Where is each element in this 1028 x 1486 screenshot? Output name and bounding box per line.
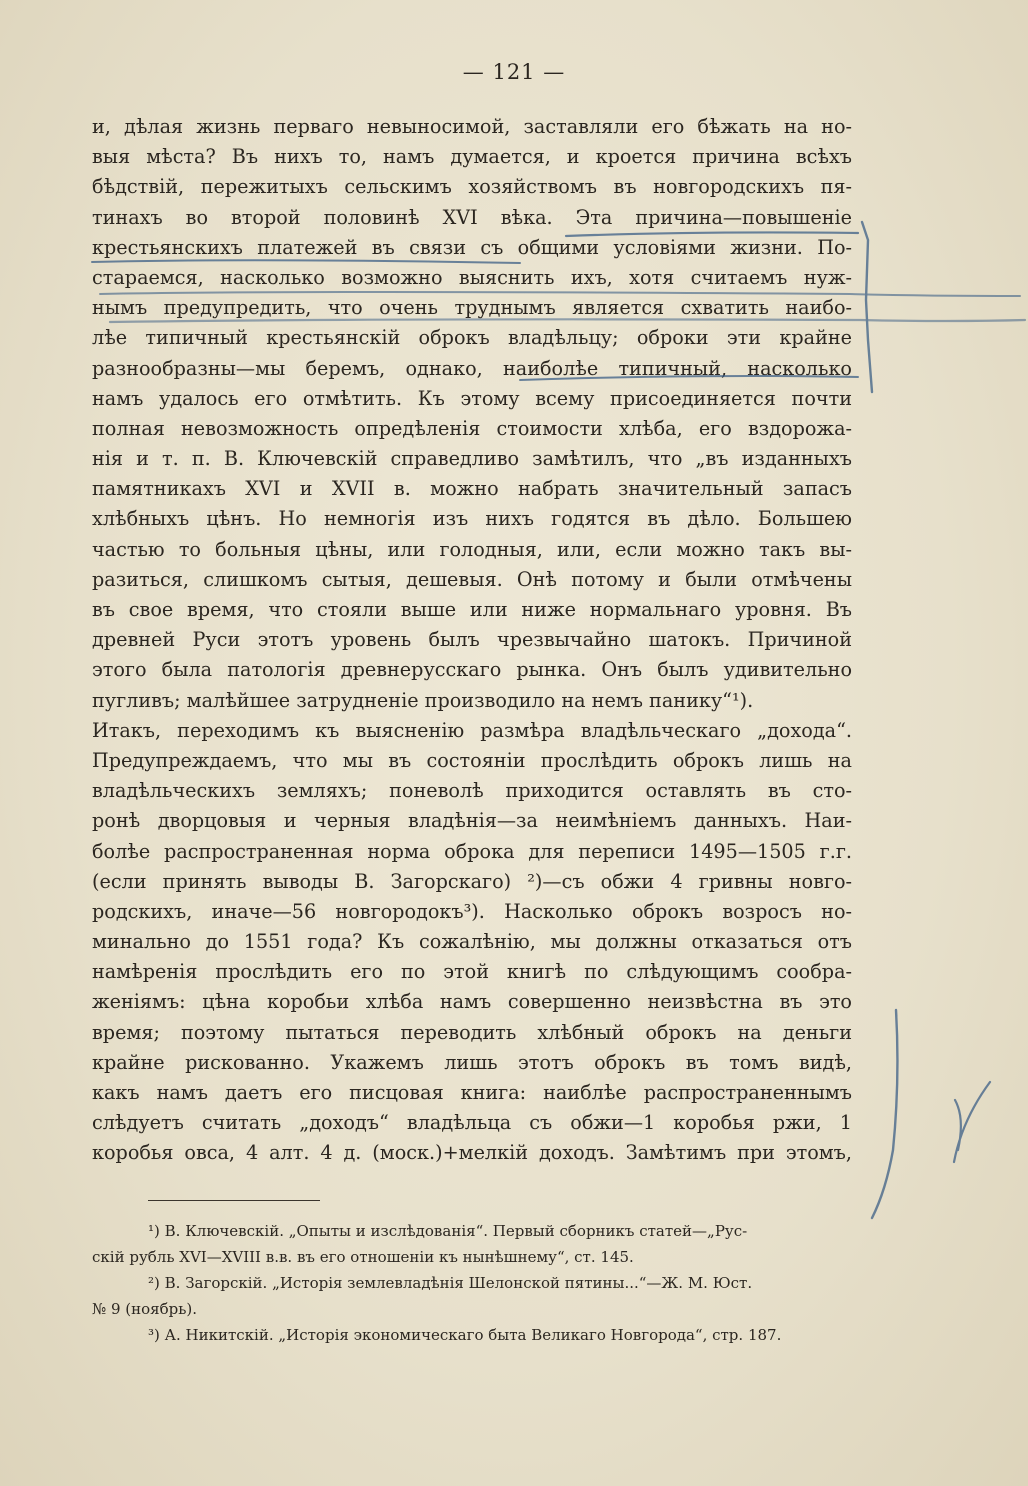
text-line: выя мѣста? Въ нихъ то, намъ думается, и кроется причина всѣхъ: [92, 145, 852, 169]
text-line: крайне рискованно. Укажемъ лишь этотъ оброкъ въ томъ видѣ,: [92, 1050, 852, 1074]
text-line: женіямъ: цѣна коробьи хлѣба намъ совершенно неизвѣстна въ это: [92, 990, 852, 1014]
text-line: Итакъ, переходимъ къ выясненію размѣра владѣльческаго „дохода“.: [92, 718, 852, 742]
footnote-text: ¹) В. Ключевскій. „Опыты и изслѣдованія“. Первый сборникъ статей—„Рус-: [148, 1222, 748, 1240]
text-line: слѣдуетъ считать „доходъ“ владѣльца съ обжи—1 коробья ржи, 1: [92, 1111, 852, 1135]
text-line: лѣе типичный крестьянскій оброкъ владѣльцу; оброки эти крайне: [92, 326, 852, 350]
text-line: намъ удалось его отмѣтить. Къ этому всему присоединяется почти: [92, 386, 852, 410]
text-line: тинахъ во второй половинѣ XVI вѣка. Эта причина—повышеніе: [92, 205, 852, 229]
footnote-line: [92, 1322, 852, 1348]
footnote-2: [92, 1270, 852, 1322]
pencil-margin-bracket: [862, 222, 872, 392]
text-line: Предупреждаемъ, что мы въ состояніи прослѣдить оброкъ лишь на: [92, 748, 852, 772]
text-line: нія и т. п. В. Ключевскій справедливо замѣтилъ, что „въ изданныхъ: [92, 447, 852, 471]
text-line: какъ намъ даетъ его писцовая книга: наиблѣе распространеннымъ: [92, 1081, 852, 1104]
text-line: нымъ предупредить, что очень труднымъ является схватить наибо-: [92, 296, 852, 320]
footnote-line: [92, 1296, 852, 1322]
body-text: [92, 112, 852, 1169]
footnote-line: [92, 1270, 852, 1296]
footnote-line: [92, 1244, 852, 1270]
text-line: бѣдствій, пережитыхъ сельскимъ хозяйствомъ въ новгородскихъ пя-: [92, 175, 852, 199]
text-line: крестьянскихъ платежей въ связи съ общими условіями жизни. По-: [92, 235, 852, 259]
text-line: и, дѣлая жизнь перваго невыносимой, заставляли его бѣжать на но-: [92, 115, 852, 138]
footnote-text: ³) А. Никитскій. „Исторія экономическаго быта Великаго Новгорода“, стр. 187.: [148, 1326, 782, 1344]
text-line: болѣе распространенная норма оброка для переписи 1495—1505 г.г.: [92, 839, 852, 863]
page-number: — 121 —: [462, 60, 566, 84]
text-line: памятникахъ XVI и XVII в. можно набрать значительный запасъ: [92, 477, 852, 501]
text-line: стараемся, насколько возможно выяснить ихъ, хотя считаемъ нуж-: [92, 265, 852, 289]
text-line: разиться, слишкомъ сытыя, дешевыя. Онѣ потому и были отмѣчены: [92, 567, 852, 591]
text-line: намѣренія прослѣдить его по этой книгѣ по слѣдующимъ сообра-: [92, 960, 852, 984]
text-line: (если принять выводы В. Загорскаго) ²)—съ обжи 4 гривны новго-: [92, 869, 852, 893]
footnote-divider: [148, 1200, 320, 1201]
footnote-text: скій рубль XVI—XVIII в.в. въ его отношеніи къ нынѣшнему“, ст. 145.: [92, 1248, 634, 1266]
footnote-1: [92, 1218, 852, 1270]
text-line: въ свое время, что стояли выше или ниже нормальнаго уровня. Въ: [92, 598, 852, 621]
footnote-3: [92, 1322, 852, 1348]
text-line: разнообразны—мы беремъ, однако, наиболѣе типичный, насколько: [92, 356, 852, 380]
pencil-margin-checkmark: [954, 1082, 990, 1162]
text-line: ронѣ дворцовыя и черныя владѣнія—за неимѣніемъ данныхъ. Наи-: [92, 809, 852, 833]
text-line: полная невозможность опредѣленія стоимости хлѣба, его вздорожа-: [92, 416, 852, 440]
footnotes: [92, 1218, 852, 1348]
text-line: родскихъ, иначе—56 новгородокъ³). Насколько оброкъ возросъ но-: [92, 899, 852, 923]
text-line: время; поэтому пытаться переводить хлѣбный оброкъ на деньги: [92, 1020, 852, 1044]
pencil-margin-line: [872, 1010, 897, 1218]
text-line: древней Руси этотъ уровень былъ чрезвычайно шатокъ. Причиной: [92, 628, 852, 652]
text-line: владѣльческихъ земляхъ; поневолѣ приходится оставлять въ сто-: [92, 779, 852, 803]
text-line: минально до 1551 года? Къ сожалѣнію, мы должны отказаться отъ: [92, 930, 852, 954]
text-line: этого была патологія древнерусскаго рынка. Онъ былъ удивительно: [92, 658, 852, 682]
footnote-text: № 9 (ноябрь).: [92, 1300, 198, 1318]
text-line: пугливъ; малѣйшее затрудненіе производило на немъ панику“¹).: [92, 688, 754, 712]
footnote-text: ²) В. Загорскій. „Исторія землевладѣнія Шелонской пятины...“—Ж. М. Юст.: [148, 1274, 753, 1292]
footnote-line: [92, 1218, 852, 1244]
text-line: хлѣбныхъ цѣнъ. Но немногія изъ нихъ годятся въ дѣло. Большею: [92, 507, 852, 531]
text-line: частью то больныя цѣны, или голодныя, или, если можно такъ вы-: [92, 537, 852, 561]
text-line: коробья овса, 4 алт. 4 д. (моск.)+мелкій доходъ. Замѣтимъ при этомъ,: [92, 1141, 852, 1165]
